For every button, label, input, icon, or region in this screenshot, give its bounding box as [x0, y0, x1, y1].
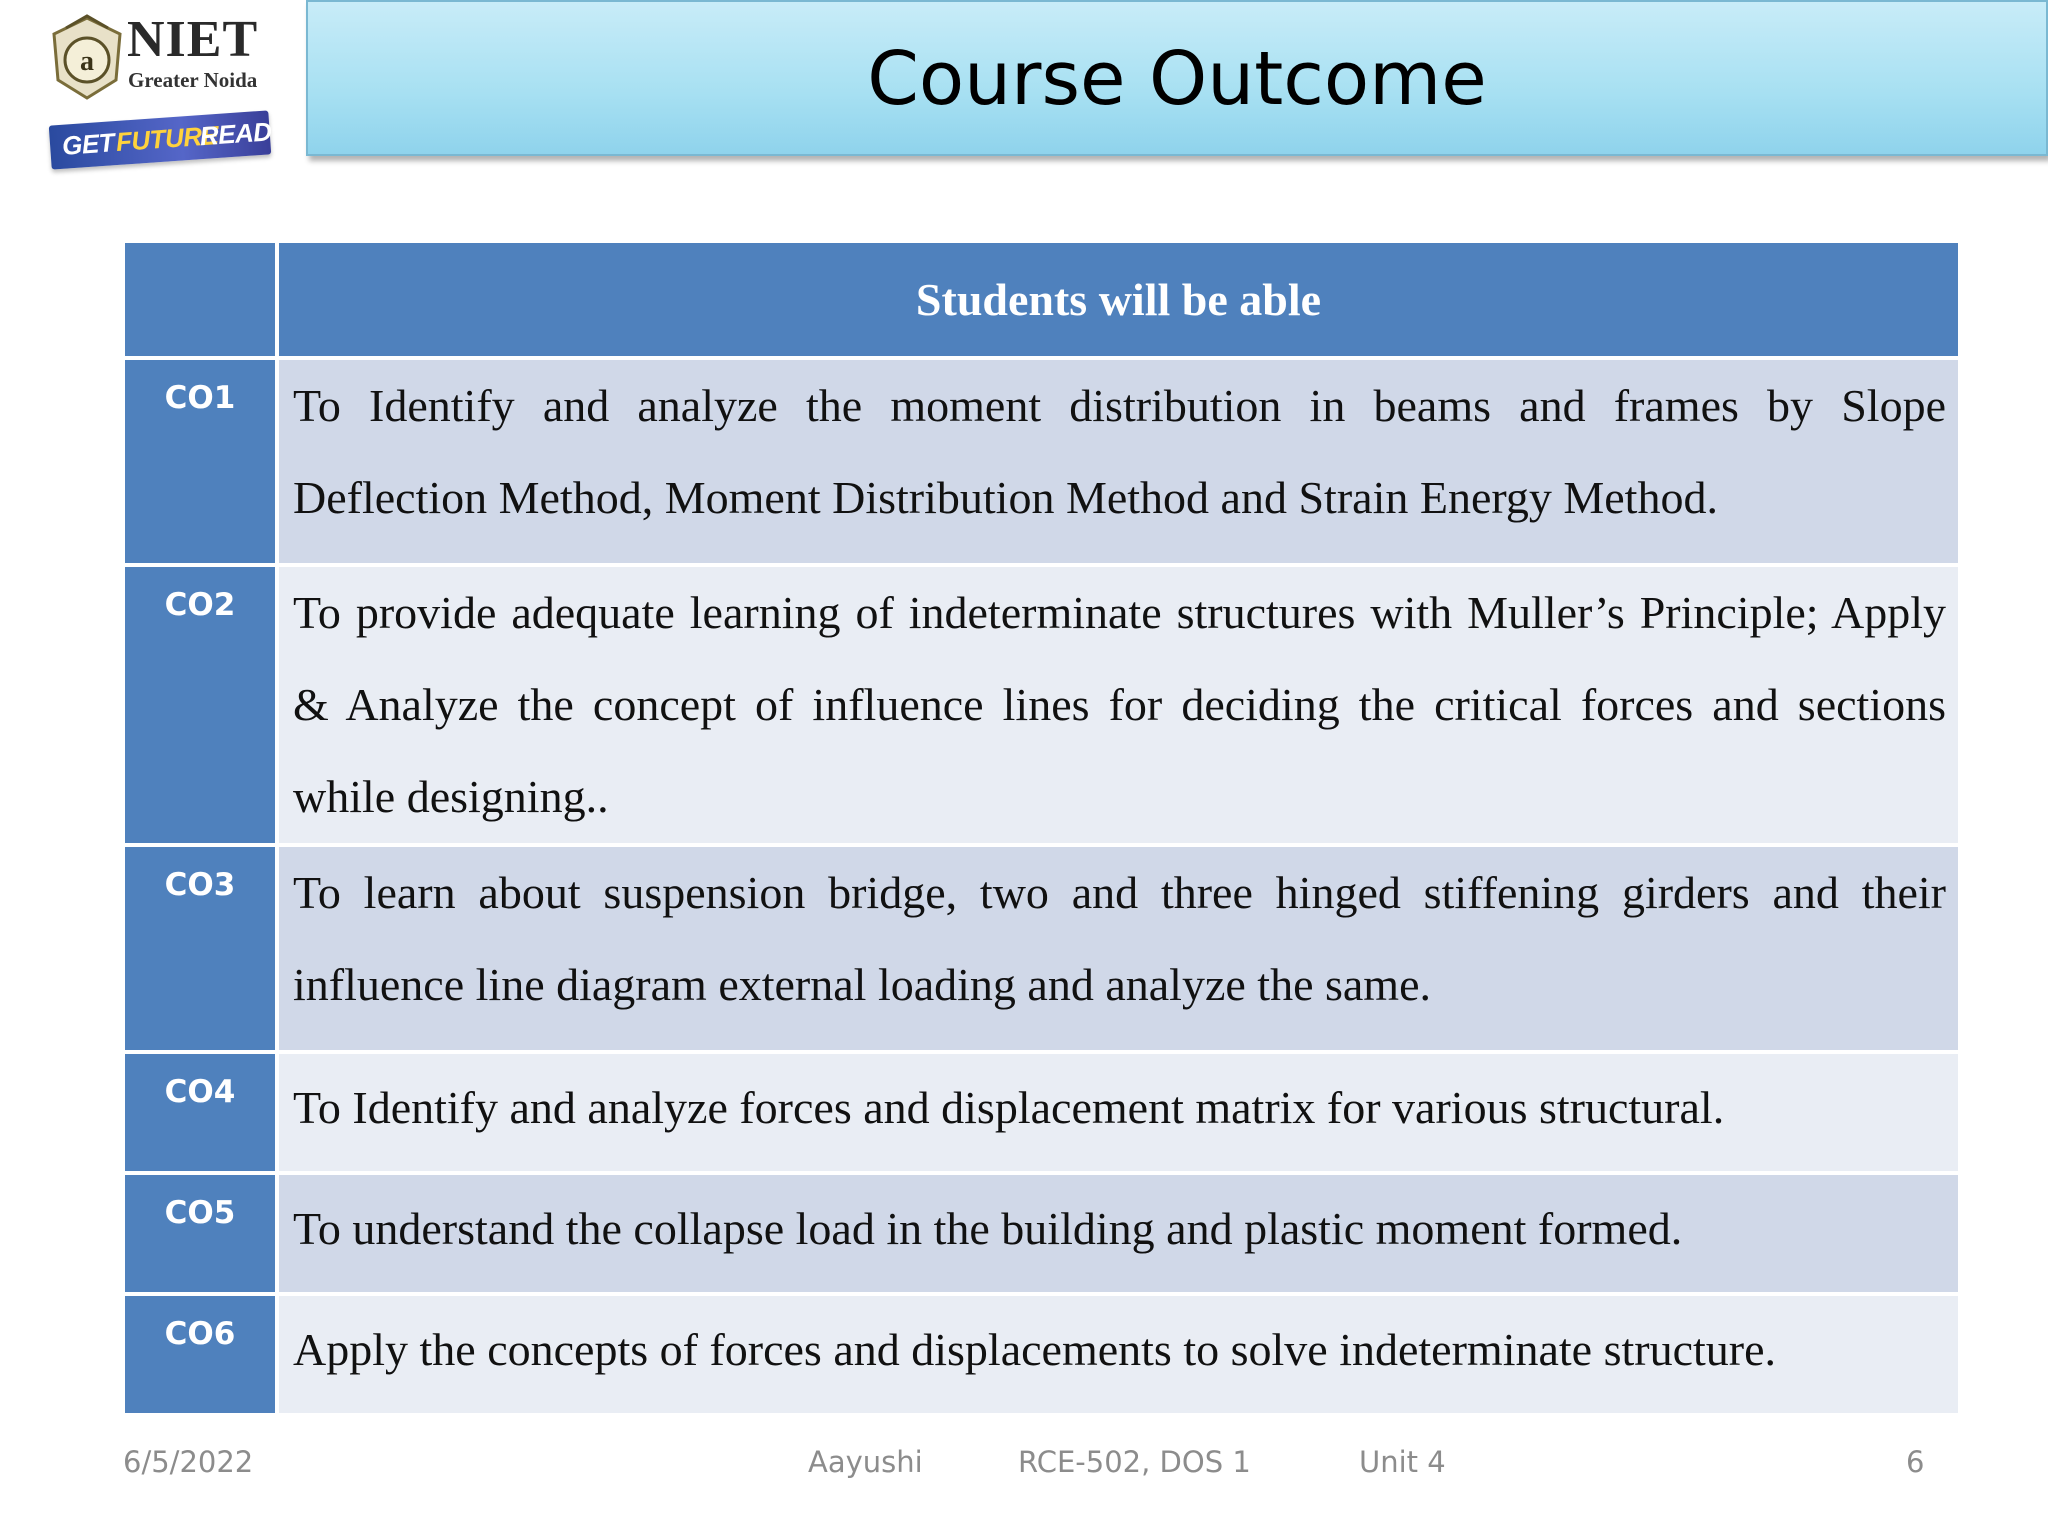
- institute-emblem-icon: [46, 14, 128, 102]
- table-row: [123, 845, 1960, 1052]
- table-header-row: [123, 241, 1960, 358]
- co-description: To provide adequate learning of indeterminate structures with Muller’s Principle; Apply & Analyze the concept of influence lines for deciding the critical forces and sections while designing..: [277, 565, 1960, 845]
- co-code: CO5: [123, 1173, 277, 1294]
- table-row: [123, 1294, 1960, 1415]
- tagline-get: GET: [61, 127, 116, 161]
- footer-unit: Unit 4: [1359, 1445, 1446, 1479]
- co-description: Apply the concepts of forces and displacements to solve indeterminate structure.: [277, 1294, 1960, 1415]
- table-row: [123, 565, 1960, 845]
- footer-author: Aayushi: [808, 1445, 923, 1479]
- niet-logo: [40, 8, 290, 168]
- logo-subtitle: Greater Noida: [128, 68, 258, 92]
- svg-text:a: a: [80, 46, 94, 77]
- footer-date: 6/5/2022: [123, 1445, 254, 1479]
- table-row: [123, 358, 1960, 565]
- tagline-ready: READY: [198, 115, 290, 152]
- tagline-badge: [49, 110, 290, 169]
- table-row: [123, 1173, 1960, 1294]
- footer-page-number: 6: [1906, 1445, 1925, 1479]
- logo-name: NIET: [127, 11, 259, 68]
- co-code: CO2: [123, 565, 277, 845]
- co-description: To learn about suspension bridge, two and three hinged stiffening girders and their influence line diagram external loading and analyze the same.: [277, 845, 1960, 1052]
- co-code: CO6: [123, 1294, 277, 1415]
- co-description: To Identify and analyze forces and displacement matrix for various structural.: [277, 1052, 1960, 1173]
- course-outcome-table: [121, 239, 1962, 1417]
- co-description: To Identify and analyze the moment distribution in beams and frames by Slope Deflection Method, Moment Distribution Method and Strain Energy Method.: [277, 358, 1960, 565]
- tagline-future: FUTURE: [114, 119, 220, 158]
- co-code: CO3: [123, 845, 277, 1052]
- co-code: CO4: [123, 1052, 277, 1173]
- page-title: Course Outcome: [867, 36, 1487, 122]
- table-header: Students will be able: [277, 241, 1960, 358]
- co-code: CO1: [123, 358, 277, 565]
- header-corner-cell: [123, 241, 277, 358]
- table-row: [123, 1052, 1960, 1173]
- footer-course: RCE-502, DOS 1: [1018, 1445, 1251, 1479]
- co-description: To understand the collapse load in the building and plastic moment formed.: [277, 1173, 1960, 1294]
- title-bar: [306, 0, 2048, 156]
